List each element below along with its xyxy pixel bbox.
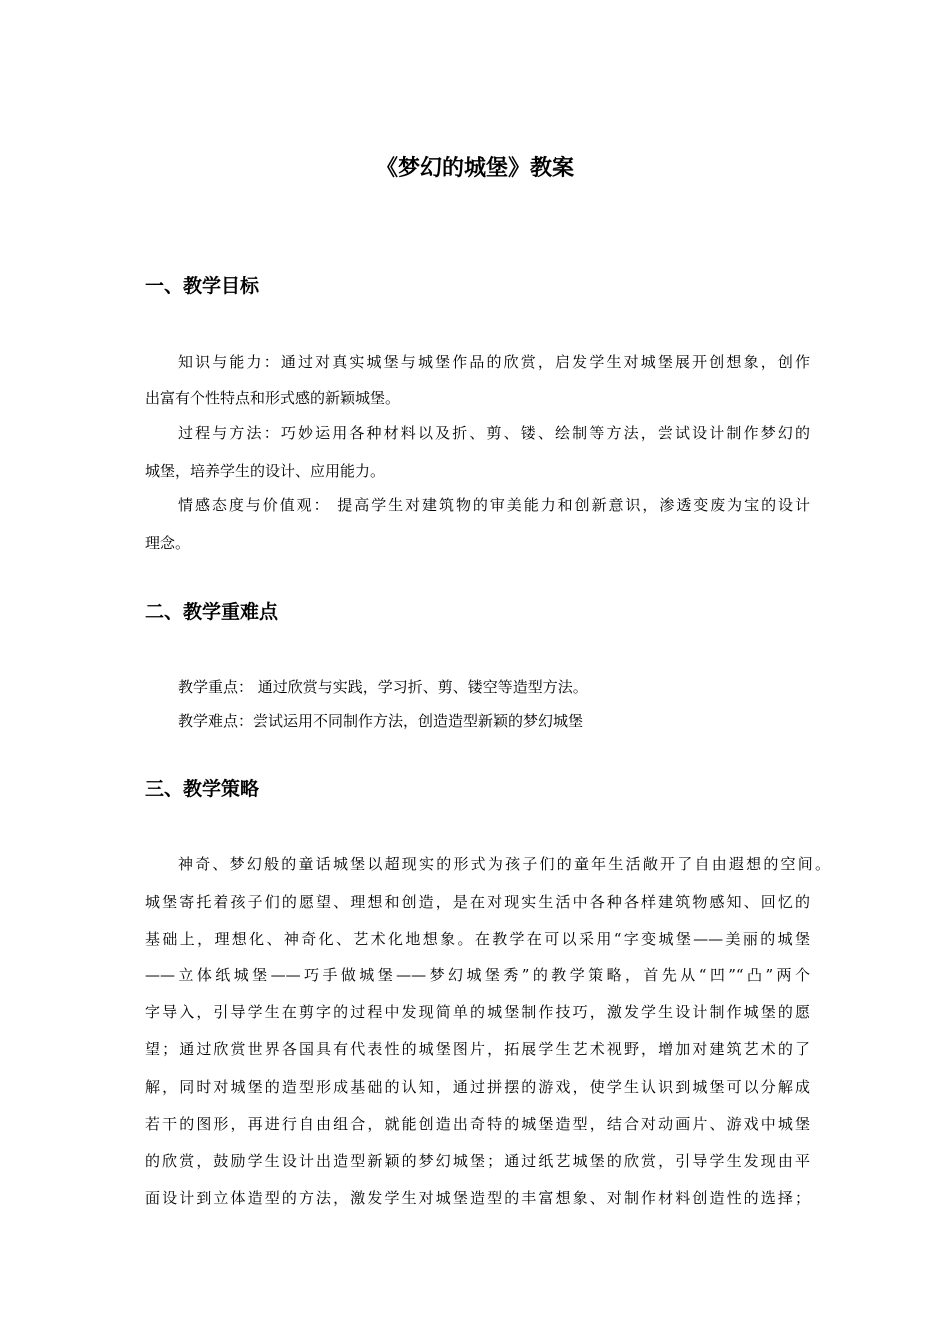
paragraph-line: 若干的图形，再进行自由组合，就能创造出奇特的城堡造型，结合对动画片、游戏中城堡 [145, 1115, 810, 1133]
paragraph-line: 神奇、梦幻般的童话城堡以超现实的形式为孩子们的童年生活敞开了自由遐想的空间。 [178, 855, 830, 873]
paragraph-line: 情感态度与价值观： 提高学生对建筑物的审美能力和创新意识，渗透变废为宝的设计 [178, 496, 810, 514]
paragraph-line: 城堡，培养学生的设计、应用能力。 [145, 462, 386, 480]
paragraph-line: 望；通过欣赏世界各国具有代表性的城堡图片，拓展学生艺术视野，增加对建筑艺术的了 [145, 1040, 810, 1058]
document-title: 《梦幻的城堡》教案 [375, 156, 574, 181]
section-heading-goals: 一、教学目标 [145, 275, 260, 297]
paragraph-line: 过程与方法：巧妙运用各种材料以及折、剪、镂、绘制等方法，尝试设计制作梦幻的 [178, 424, 810, 442]
paragraph-line: 教学重点： 通过欣赏与实践，学习折、剪、镂空等造型方法。 [178, 678, 588, 696]
paragraph-line: 理念。 [145, 534, 191, 552]
paragraph-line: 的欣赏，鼓励学生设计出造型新颖的梦幻城堡；通过纸艺城堡的欣赏，引导学生发现由平 [145, 1152, 810, 1170]
paragraph-line: ——立体纸城堡——巧手做城堡——梦幻城堡秀”的教学策略，首先从“凹”“凸”两个 [145, 966, 810, 984]
paragraph-line: 字导入，引导学生在剪字的过程中发现简单的城堡制作技巧，激发学生设计制作城堡的愿 [145, 1003, 810, 1021]
paragraph-line: 解，同时对城堡的造型形成基础的认知，通过拼摆的游戏，使学生认识到城堡可以分解成 [145, 1078, 810, 1096]
paragraph-line: 城堡寄托着孩子们的愿望、理想和创造，是在对现实生活中各种各样建筑物感知、回忆的 [145, 893, 810, 911]
paragraph-line: 出富有个性特点和形式感的新颖城堡。 [145, 389, 401, 407]
section-heading-strategy: 三、教学策略 [145, 778, 260, 800]
section-heading-key-points: 二、教学重难点 [145, 601, 279, 623]
paragraph-line: 面设计到立体造型的方法，激发学生对城堡造型的丰富想象、对制作材料创造性的选择； [145, 1189, 810, 1207]
paragraph-line: 基础上，理想化、神奇化、艺术化地想象。在教学在可以采用“字变城堡——美丽的城堡 [145, 930, 810, 948]
paragraph-line: 教学难点：尝试运用不同制作方法，创造造型新颖的梦幻城堡 [178, 712, 584, 730]
paragraph-line: 知识与能力：通过对真实城堡与城堡作品的欣赏，启发学生对城堡展开创想象，创作 [178, 353, 810, 371]
